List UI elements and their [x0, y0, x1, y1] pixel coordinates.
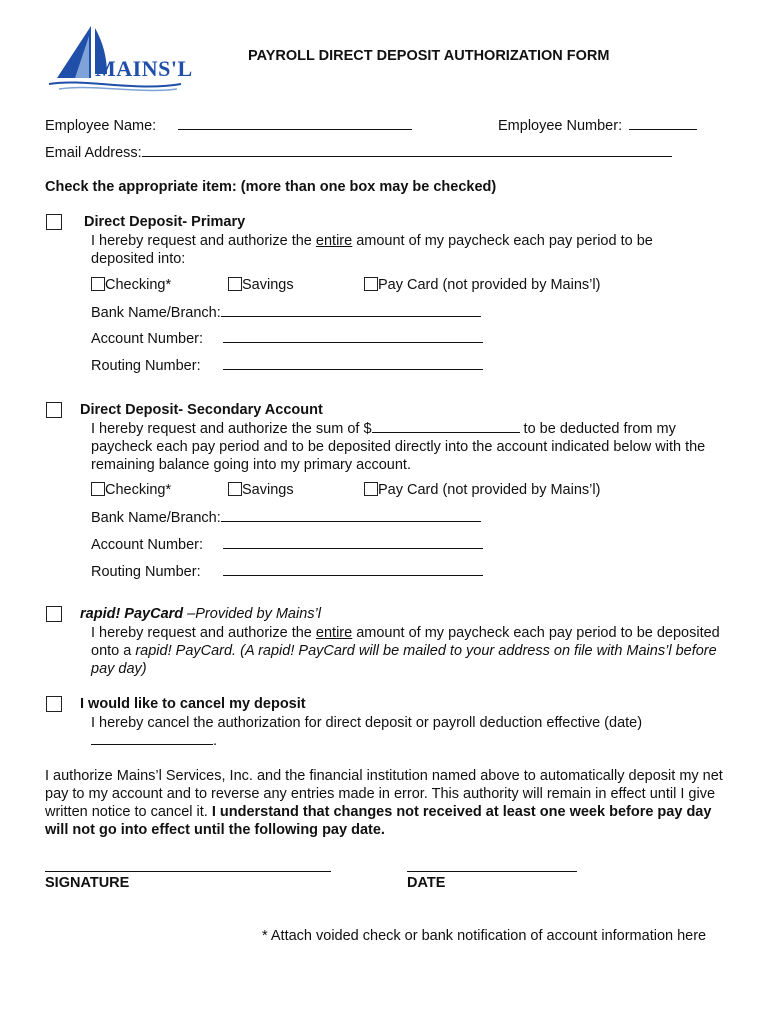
employee-number-field[interactable] [629, 117, 697, 130]
date-line[interactable] [407, 859, 577, 872]
secondary-paycard-option[interactable]: Pay Card (not provided by Mains’l) [364, 482, 600, 498]
paycard-heading: rapid! PayCard [80, 606, 184, 622]
cancel-date-field[interactable] [91, 732, 213, 745]
primary-paycard-option[interactable]: Pay Card (not provided by Mains’l) [364, 277, 600, 293]
secondary-description: I hereby request and authorize the sum of $ to be deducted from my paycheck each pay period and to be deposited directly into the account indicated below with the remaining balance going into my primary account. [91, 421, 706, 473]
secondary-routing-number-row: Routing Number: [91, 563, 483, 580]
checkbox[interactable] [228, 482, 242, 496]
email-row [45, 144, 672, 161]
employee-name-label: Employee Name: [45, 118, 157, 134]
checkbox[interactable] [91, 277, 105, 291]
signature-label: SIGNATURE [45, 875, 130, 891]
cancel-description: I hereby cancel the authorization for direct deposit or payroll deduction effective (date). [91, 715, 643, 749]
paycard-heading-row [80, 606, 321, 622]
secondary-routing-number-field[interactable] [223, 563, 483, 576]
primary-heading: Direct Deposit- Primary [84, 214, 246, 230]
primary-description: I hereby request and authorize the entire amount of my paycheck each pay period to be deposited into: [91, 233, 653, 267]
checkbox[interactable] [228, 277, 242, 291]
primary-savings-option[interactable]: Savings [228, 277, 294, 293]
primary-routing-number-field[interactable] [223, 357, 483, 370]
primary-bank-name-row: Bank Name/Branch: [91, 304, 481, 321]
checkbox[interactable] [364, 277, 378, 291]
paycard-heading-suffix: –Provided by Mains’l [183, 606, 321, 622]
employee-number-row [498, 117, 697, 134]
checkbox[interactable] [91, 482, 105, 496]
primary-checkbox[interactable] [46, 214, 62, 230]
primary-routing-number-row: Routing Number: [91, 357, 483, 374]
primary-bank-name-field[interactable] [221, 304, 481, 317]
secondary-checking-option[interactable]: Checking* [91, 482, 171, 498]
checkbox[interactable] [364, 482, 378, 496]
paycard-description: I hereby request and authorize the entire amount of my paycheck each pay period to be deposited onto a rapid! PayCard. (A rapid! PayCard will be mailed to your address on file with Mains’l before pay day) [91, 625, 720, 677]
paycard-checkbox[interactable] [46, 606, 62, 622]
email-field[interactable] [142, 144, 672, 157]
secondary-amount-field[interactable] [372, 420, 520, 433]
primary-account-number-field[interactable] [223, 330, 483, 343]
authorization-paragraph: I authorize Mains’l Services, Inc. and the financial institution named above to automatically deposit my net pay to my account and to reverse any entries made in error. This authority will remain in effect until I give written notice to cancel it. I understand that changes not received at least one week before pay day will not go into effect until the following pay date. [45, 768, 723, 838]
secondary-savings-option[interactable]: Savings [228, 482, 294, 498]
primary-account-number-row: Account Number: [91, 330, 483, 347]
form-title: PAYROLL DIRECT DEPOSIT AUTHORIZATION FORM [248, 48, 610, 64]
company-logo [45, 22, 193, 94]
signature-line[interactable] [45, 859, 331, 872]
email-label: Email Address: [45, 145, 142, 161]
logo-text: MAINS'L [95, 56, 193, 81]
secondary-bank-name-field[interactable] [221, 509, 481, 522]
secondary-heading: Direct Deposit- Secondary Account [80, 402, 323, 418]
secondary-checkbox[interactable] [46, 402, 62, 418]
secondary-bank-name-row: Bank Name/Branch: [91, 509, 481, 526]
cancel-heading: I would like to cancel my deposit [80, 696, 306, 712]
secondary-account-number-row: Account Number: [91, 536, 483, 553]
footnote: * Attach voided check or bank notification of account information here [262, 928, 707, 944]
employee-number-label: Employee Number: [498, 118, 623, 134]
instruction-text: Check the appropriate item: (more than one box may be checked) [45, 179, 497, 195]
date-label: DATE [407, 875, 446, 891]
primary-checking-option[interactable]: Checking* [91, 277, 171, 293]
secondary-account-number-field[interactable] [223, 536, 483, 549]
employee-name-row [45, 117, 412, 134]
cancel-checkbox[interactable] [46, 696, 62, 712]
employee-name-field[interactable] [178, 117, 412, 130]
